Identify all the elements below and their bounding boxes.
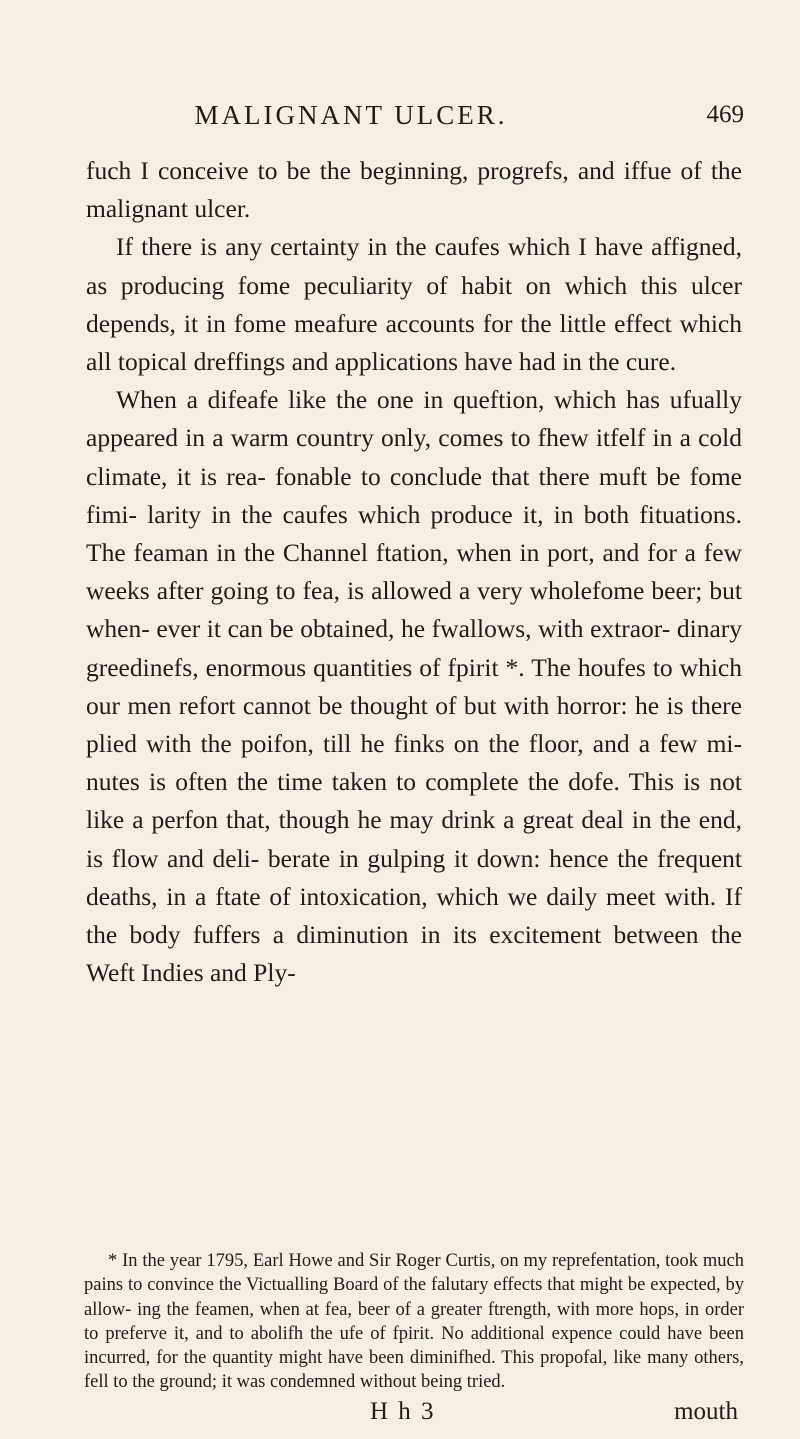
catchword: mouth (674, 1398, 738, 1425)
footnote: * In the year 1795, Earl Howe and Sir Roger Curtis, on my reprefentation, took much pains to convince the Victualling Board of the falutary effects that might be expected, by allow- ing the feamen, when at fea, beer of a greater ftrength, with more hops, in order to preferve it, and to abolifh the ufe of fpirit. No additional expence could have been incurred, for the quantity might have been diminifhed. This propofal, like many others, fell to the ground; it was condemned without being tried. (84, 1251, 744, 1393)
page-header (0, 90, 800, 140)
body-text (86, 152, 742, 992)
paragraph-causes: If there is any certainty in the caufes which I have affigned, as producing fome peculiarity of habit on which this ulcer depends, it in fome meafure accounts for the little effect which all topical dreffings and applications have had in the cure. (86, 232, 742, 377)
page-number: 469 (706, 101, 744, 128)
signature-mark: H h 3 (370, 1398, 436, 1425)
running-head: MALIGNANT ULCER. (194, 100, 508, 130)
page-footer (0, 1394, 800, 1430)
paragraph-continuation: fuch I conceive to be the beginning, progrefs, and iffue of the malignant ulcer. (86, 156, 742, 224)
paragraph-disease-climate: When a difeafe like the one in queftion, which has ufually appeared in a warm country only, comes to fhew itfelf in a cold climate, it is rea- fonable to conclude that there muft be fome fimi- larity in the caufes which produce it, in both fituations. The feaman in the Channel ftation, when in port, and for a few weeks after going to fea, is allowed a very wholefome beer; but when- ever it can be obtained, he fwallows, with extraor- dinary greedinefs, enormous quantities of fpirit *. The houfes to which our men refort cannot be thought of but with horror: he is there plied with the poifon, till he finks on the floor, and a few mi- nutes is often the time taken to complete the dofe. This is not like a perfon that, though he may drink a great deal in the end, is flow and deli- berate in gulping it down: hence the frequent deaths, in a ftate of intoxication, which we daily meet with. If the body fuffers a diminution in its excitement between the Weft Indies and Ply- (86, 385, 742, 988)
